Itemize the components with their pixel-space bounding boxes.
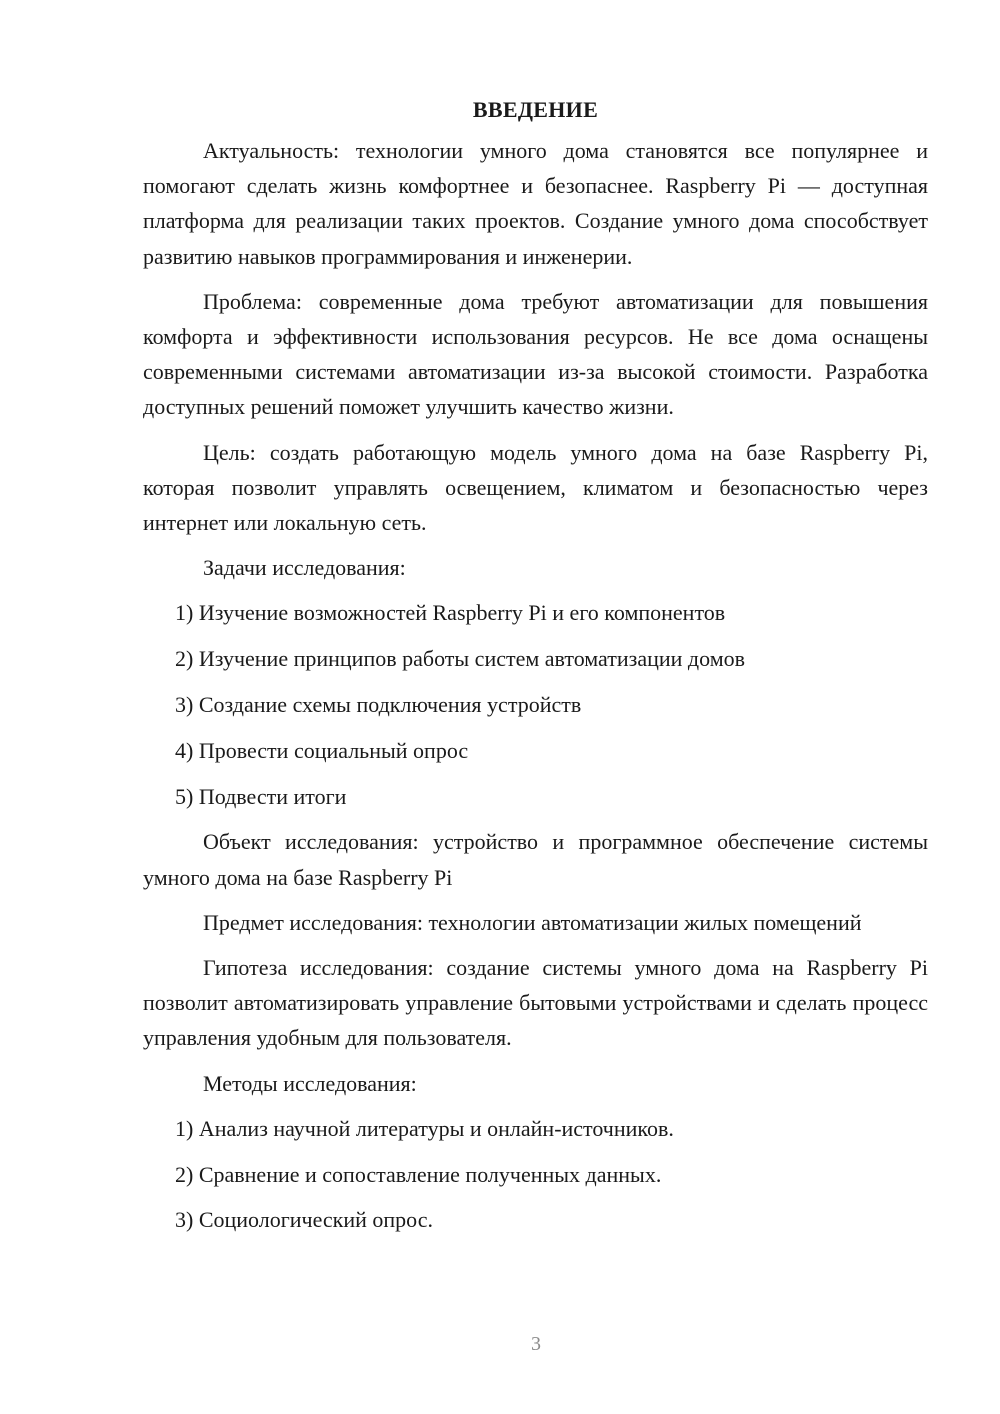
document-page: [143, 92, 928, 1248]
list-item: 2) Изучение принципов работы систем автоматизации домов: [175, 646, 746, 672]
list-item: 1) Изучение возможностей Raspberry Pi и его компонентов: [175, 600, 726, 626]
page-number: 3: [531, 1333, 541, 1355]
problem-paragraph: Проблема: современные дома требуют автоматизации для повышения комфорта и эффективности использования ресурсов. Не все дома оснащены современными системами автоматизации из-за высокой стоимости. Разработка доступных решений поможет улучшить качество жизни.: [143, 288, 928, 420]
subject-paragraph: Предмет исследования: технологии автоматизации жилых помещений: [203, 909, 862, 935]
methods-heading: Методы исследования:: [203, 1070, 417, 1096]
tasks-list: [143, 595, 928, 813]
list-item: 2) Сравнение и сопоставление полученных данных.: [175, 1161, 662, 1187]
page-title: ВВЕДЕНИЕ: [472, 97, 599, 122]
relevance-paragraph: Актуальность: технологии умного дома становятся все популярнее и помогают сделать жизнь комфортнее и безопаснее. Raspberry Pi — доступная платформа для реализации таких проектов. Создание умного дома способствует развитию навыков программирования и инженерии.: [143, 138, 928, 269]
object-paragraph: Объект исследования: устройство и программное обеспечение системы умного дома на базе Raspberry Pi: [143, 829, 928, 890]
methods-list: [143, 1111, 928, 1238]
list-item: 3) Социологический опрос.: [175, 1207, 433, 1233]
hypothesis-paragraph: Гипотеза исследования: создание системы умного дома на Raspberry Pi позволит автоматизировать управление бытовыми устройствами и сделать процесс управления удобным для пользователя.: [143, 955, 928, 1051]
list-item: 5) Подвести итоги: [175, 783, 347, 809]
list-item: 4) Провести социальный опрос: [175, 737, 469, 763]
list-item: 3) Создание схемы подключения устройств: [175, 692, 582, 718]
tasks-heading: Задачи исследования:: [203, 555, 406, 581]
goal-paragraph: Цель: создать работающую модель умного дома на базе Raspberry Pi, которая позволит управлять освещением, климатом и безопасностью через интернет или локальную сеть.: [143, 439, 928, 536]
list-item: 1) Анализ научной литературы и онлайн-источников.: [175, 1115, 674, 1141]
